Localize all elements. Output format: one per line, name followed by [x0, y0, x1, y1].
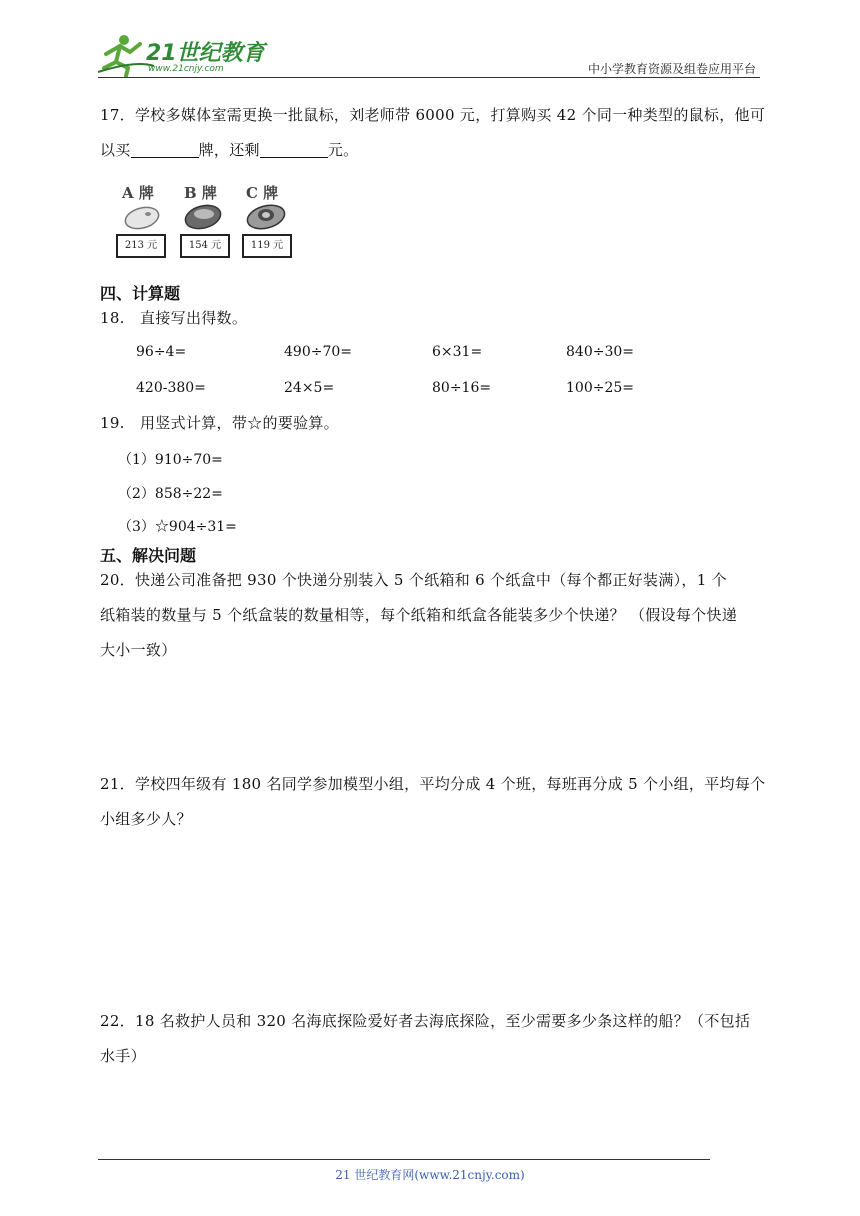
calc-item: 420-380=: [136, 380, 206, 396]
calc-item: 80÷16=: [432, 380, 492, 396]
mouse-b-icon: [182, 202, 224, 232]
q17-line1: 17．学校多媒体室需更换一批鼠标，刘老师带 6000 元，打算购买 42 个同一种类型的鼠标，他可: [100, 106, 766, 124]
q17-line2: [100, 131, 358, 169]
q18-stem: 18. 直接写出得数。: [100, 309, 248, 327]
logo-text: 21世纪教育: [146, 41, 265, 66]
q21-line1: 21．学校四年级有 180 名同学参加模型小组，平均分成 4 个班，每班再分成 5 个小组，平均每个: [100, 775, 766, 793]
brand-c-label: C 牌: [246, 184, 279, 202]
answer-blank-remaining[interactable]: [260, 139, 328, 158]
brand-a-label: A 牌: [122, 184, 154, 202]
q19-item-3: （3）☆904÷31=: [118, 519, 237, 535]
footer-link[interactable]: 21 世纪教育网(www.21cnjy.com): [335, 1168, 525, 1182]
q21-line2: 小组多少人？: [100, 810, 192, 828]
price-a: 213 元: [116, 234, 166, 258]
header-divider: [98, 77, 760, 78]
calc-item: 840÷30=: [566, 344, 634, 360]
header-platform-text: 中小学教育资源及组卷应用平台: [587, 62, 756, 76]
footer-divider: [98, 1159, 710, 1160]
q17-text-c: 元。: [327, 141, 359, 159]
q19-item-1: （1）910÷70=: [118, 452, 223, 468]
q17-text-a: 以买: [100, 141, 131, 159]
q19-stem: 19. 用竖式计算，带☆的要验算。: [100, 414, 339, 432]
logo-subtext: www.21cnjy.com: [148, 64, 224, 74]
price-b: 154 元: [180, 234, 230, 258]
q20-line2: 纸箱装的数量与 5 个纸盒装的数量相等，每个纸箱和纸盒各能装多少个快递？ （假设每个快递: [100, 606, 738, 624]
q20-line1: 20．快递公司准备把 930 个快递分别装入 5 个纸箱和 6 个纸盒中（每个都正好装满），1 个: [100, 571, 727, 589]
brand-b-label: B 牌: [184, 184, 217, 202]
q19-item-2: （2）858÷22=: [118, 486, 223, 502]
mouse-c-icon: [244, 202, 288, 232]
section-4-title: 四、计算题: [100, 284, 181, 303]
mouse-price-figure: [116, 182, 296, 260]
calc-item: 6×31=: [432, 344, 483, 360]
calc-item: 100÷25=: [566, 380, 634, 396]
mouse-a-icon: [122, 204, 162, 230]
calc-item: 490÷70=: [284, 344, 352, 360]
site-logo: [96, 32, 266, 78]
answer-blank-brand[interactable]: [131, 139, 199, 158]
calc-item: 96÷4=: [136, 344, 187, 360]
section-5-title: 五、解决问题: [100, 546, 197, 565]
q20-line3: 大小一致）: [100, 641, 177, 659]
q22-line2: 水手）: [100, 1047, 146, 1065]
q17-text-b: 牌，还剩: [198, 141, 260, 159]
calc-item: 24×5=: [284, 380, 335, 396]
price-c: 119 元: [242, 234, 292, 258]
q22-line1: 22．18 名救护人员和 320 名海底探险爱好者去海底探险，至少需要多少条这样的船？（不包括: [100, 1012, 751, 1030]
